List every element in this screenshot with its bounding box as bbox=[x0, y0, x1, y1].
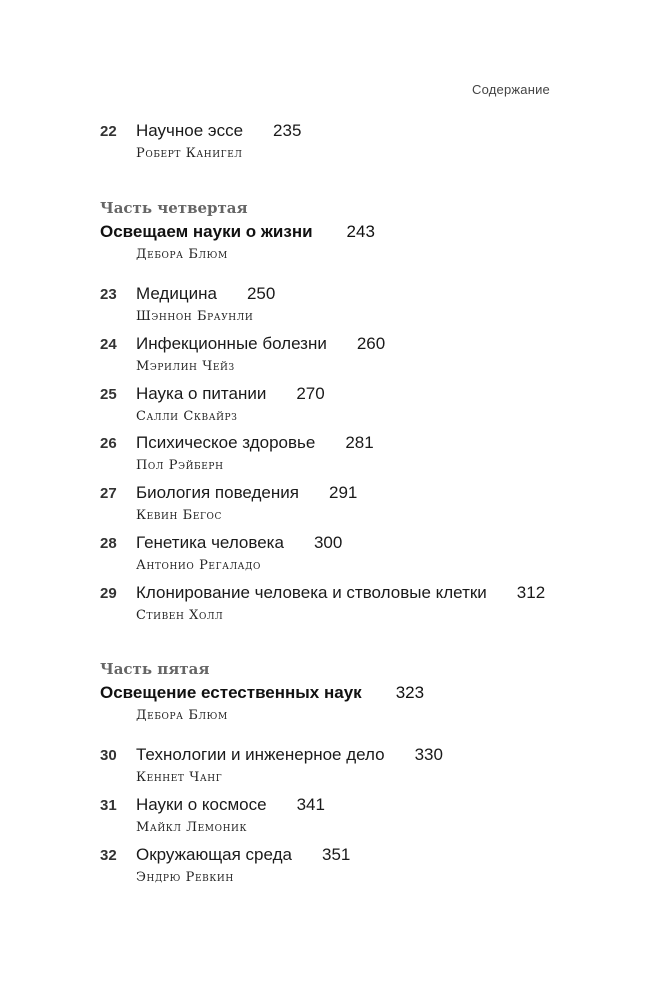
chapter-title-line bbox=[136, 795, 325, 815]
chapter-author: Пол Рэйберн bbox=[136, 458, 224, 473]
chapter-number: 26 bbox=[100, 435, 117, 452]
page-number: 243 bbox=[346, 222, 375, 241]
page-number: 341 bbox=[296, 795, 325, 814]
chapter-title: Генетика человека bbox=[136, 533, 284, 552]
part-title: Освещаем науки о жизни bbox=[100, 222, 313, 241]
page-number: 270 bbox=[296, 384, 325, 403]
chapter-author: Шэннон Браунли bbox=[136, 309, 254, 324]
chapter-number: 22 bbox=[100, 123, 117, 140]
page-number: 250 bbox=[246, 284, 276, 303]
chapter-author: Стивен Холл bbox=[136, 608, 224, 623]
chapter-author: Мэрилин Чейз bbox=[136, 359, 235, 374]
part-label: Часть пятая bbox=[100, 660, 210, 678]
page-number: 291 bbox=[328, 483, 358, 502]
chapter-number: 32 bbox=[100, 847, 117, 864]
chapter-author: Салли Сквайрз bbox=[136, 409, 238, 424]
part-label: Часть четвертая bbox=[100, 199, 248, 217]
chapter-title: Биология поведения bbox=[136, 483, 299, 502]
chapter-number: 23 bbox=[100, 286, 117, 303]
page-number: 235 bbox=[273, 121, 302, 140]
chapter-title-line bbox=[136, 121, 301, 141]
chapter-number: 30 bbox=[100, 747, 117, 764]
chapter-author: Антонио Регаладо bbox=[136, 558, 261, 573]
chapter-author: Кеннет Чанг bbox=[136, 770, 223, 785]
chapter-title-line bbox=[136, 334, 385, 354]
chapter-title-line bbox=[136, 384, 325, 404]
chapter-author: Роберт Канигел bbox=[136, 146, 243, 161]
chapter-number: 27 bbox=[100, 485, 117, 502]
chapter-title-line bbox=[136, 583, 545, 603]
chapter-title: Медицина bbox=[136, 284, 217, 303]
page-number: 312 bbox=[516, 583, 546, 602]
chapter-title-line bbox=[136, 483, 357, 503]
part-title-line bbox=[100, 683, 424, 703]
chapter-title: Наука о питании bbox=[136, 384, 267, 403]
chapter-title-line bbox=[136, 433, 374, 453]
part-title: Освещение естественных наук bbox=[100, 683, 362, 702]
chapter-title-line bbox=[136, 745, 443, 765]
running-head: Содержание bbox=[472, 82, 550, 97]
chapter-title-line bbox=[136, 284, 275, 304]
chapter-title: Науки о космосе bbox=[136, 795, 267, 814]
chapter-author: Майкл Лемоник bbox=[136, 820, 248, 835]
part-author: Дебора Блюм bbox=[136, 247, 228, 262]
page-number: 330 bbox=[414, 745, 443, 764]
chapter-number: 28 bbox=[100, 535, 117, 552]
chapter-title: Научное эссе bbox=[136, 121, 244, 140]
chapter-title: Инфекционные болезни bbox=[136, 334, 327, 353]
chapter-number: 31 bbox=[100, 797, 117, 814]
page-number: 351 bbox=[321, 845, 351, 864]
chapter-title: Технологии и инженерное дело bbox=[136, 745, 385, 764]
chapter-number: 24 bbox=[100, 336, 117, 353]
page-number: 281 bbox=[345, 433, 374, 452]
page-number: 300 bbox=[313, 533, 343, 552]
page-number: 323 bbox=[395, 683, 425, 702]
chapter-author: Кевин Бегос bbox=[136, 508, 223, 523]
chapter-title-line bbox=[136, 533, 342, 553]
part-title-line bbox=[100, 222, 375, 242]
chapter-author: Эндрю Ревкин bbox=[136, 870, 234, 885]
chapter-title: Клонирование человека и стволовые клетки bbox=[136, 583, 487, 602]
chapter-number: 29 bbox=[100, 585, 117, 602]
page-number: 260 bbox=[356, 334, 386, 353]
part-author: Дебора Блюм bbox=[136, 708, 228, 723]
chapter-title: Окружающая среда bbox=[136, 845, 292, 864]
chapter-number: 25 bbox=[100, 386, 117, 403]
chapter-title-line bbox=[136, 845, 350, 865]
chapter-title: Психическое здоровье bbox=[136, 433, 316, 452]
